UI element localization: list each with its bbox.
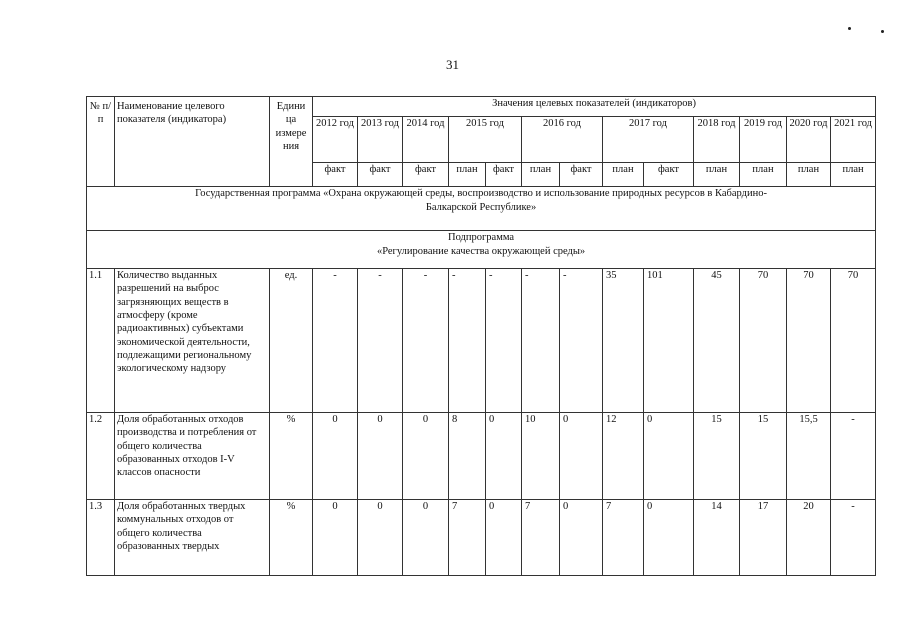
subcol: факт [313, 163, 358, 187]
row-value: 20 [787, 500, 831, 576]
year-2012: 2012 год [313, 117, 358, 163]
row-value: 0 [560, 413, 603, 500]
row-value: 70 [740, 269, 787, 413]
row-value: 0 [486, 413, 522, 500]
table-row [87, 413, 876, 500]
row-name: Доля обработанных твердых коммунальных отходов от общего количества образованных твердых [115, 500, 270, 576]
row-value: 0 [358, 500, 403, 576]
header-num: № п/п [87, 97, 115, 187]
row-value: 10 [522, 413, 560, 500]
subcol: план [831, 163, 876, 187]
subcol: план [603, 163, 644, 187]
subcol: факт [358, 163, 403, 187]
subcol: план [522, 163, 560, 187]
program-title-text: Государственная программа «Охрана окружающей среды, воспроизводство и использование природных ресурсов в Кабардино-Балкарской Республике» [195, 188, 767, 214]
row-value: 101 [644, 269, 694, 413]
row-value: - [560, 269, 603, 413]
header-row-1 [87, 97, 876, 117]
row-value: - [449, 269, 486, 413]
subcol: факт [403, 163, 449, 187]
row-value: 15 [740, 413, 787, 500]
subprogram-title-line2: «Регулирование качества окружающей среды» [376, 246, 586, 258]
subcol: факт [486, 163, 522, 187]
row-num: 1.2 [87, 413, 115, 500]
subcol: план [694, 163, 740, 187]
row-value: 12 [603, 413, 644, 500]
subcol: факт [560, 163, 603, 187]
program-title [87, 187, 876, 231]
row-num: 1.1 [87, 269, 115, 413]
subcol: план [787, 163, 831, 187]
page-number: 31 [446, 57, 459, 72]
row-value: 15 [694, 413, 740, 500]
year-2018: 2018 год [694, 117, 740, 163]
year-2016: 2016 год [522, 117, 603, 163]
row-value: 8 [449, 413, 486, 500]
row-value: 70 [787, 269, 831, 413]
header-name: Наименование целевого показателя (индикатора) [115, 97, 270, 187]
row-value: 35 [603, 269, 644, 413]
row-unit: % [270, 500, 313, 576]
row-value: 45 [694, 269, 740, 413]
subcol: план [449, 163, 486, 187]
row-value: 0 [644, 413, 694, 500]
subprogram-title [87, 231, 876, 269]
row-value: - [831, 500, 876, 576]
row-value: 0 [486, 500, 522, 576]
row-value: - [358, 269, 403, 413]
year-2019: 2019 год [740, 117, 787, 163]
row-name: Доля обработанных отходов производства и потребления от общего количества образованных отходов I-V классов опасности [115, 413, 270, 500]
row-unit: ед. [270, 269, 313, 413]
row-value: - [522, 269, 560, 413]
table-row [87, 269, 876, 413]
year-2017: 2017 год [603, 117, 694, 163]
row-value: 0 [644, 500, 694, 576]
row-name: Количество выданных разрешений на выброс загрязняющих веществ в атмосферу (кроме радиоактивных) субъектами экономической деятельности, подлежащими региональному экологическому надзору [115, 269, 270, 413]
table-row [87, 500, 876, 576]
header-values-title: Значения целевых показателей (индикаторов) [313, 97, 876, 117]
year-2015: 2015 год [449, 117, 522, 163]
subprogram-row [87, 231, 876, 269]
row-value: 0 [358, 413, 403, 500]
subprogram-title-line1: Подпрограмма [448, 232, 515, 243]
scan-speck [848, 27, 851, 30]
row-value: 14 [694, 500, 740, 576]
row-value: 0 [403, 500, 449, 576]
row-value: 0 [313, 500, 358, 576]
row-num: 1.3 [87, 500, 115, 576]
row-value: - [313, 269, 358, 413]
row-value: - [486, 269, 522, 413]
row-value: 7 [449, 500, 486, 576]
subcol: факт [644, 163, 694, 187]
row-value: 15,5 [787, 413, 831, 500]
row-value: 0 [313, 413, 358, 500]
year-2013: 2013 год [358, 117, 403, 163]
row-value: 7 [522, 500, 560, 576]
row-value: 17 [740, 500, 787, 576]
row-value: 7 [603, 500, 644, 576]
year-2020: 2020 год [787, 117, 831, 163]
row-value: - [403, 269, 449, 413]
indicators-table [86, 96, 876, 576]
subcol: план [740, 163, 787, 187]
row-unit: % [270, 413, 313, 500]
row-value: - [831, 413, 876, 500]
header-unit: Едини ца измере ния [270, 97, 313, 187]
scan-speck [881, 30, 884, 33]
year-2014: 2014 год [403, 117, 449, 163]
row-value: 0 [560, 500, 603, 576]
row-value: 70 [831, 269, 876, 413]
year-2021: 2021 год [831, 117, 876, 163]
row-value: 0 [403, 413, 449, 500]
program-row [87, 187, 876, 231]
